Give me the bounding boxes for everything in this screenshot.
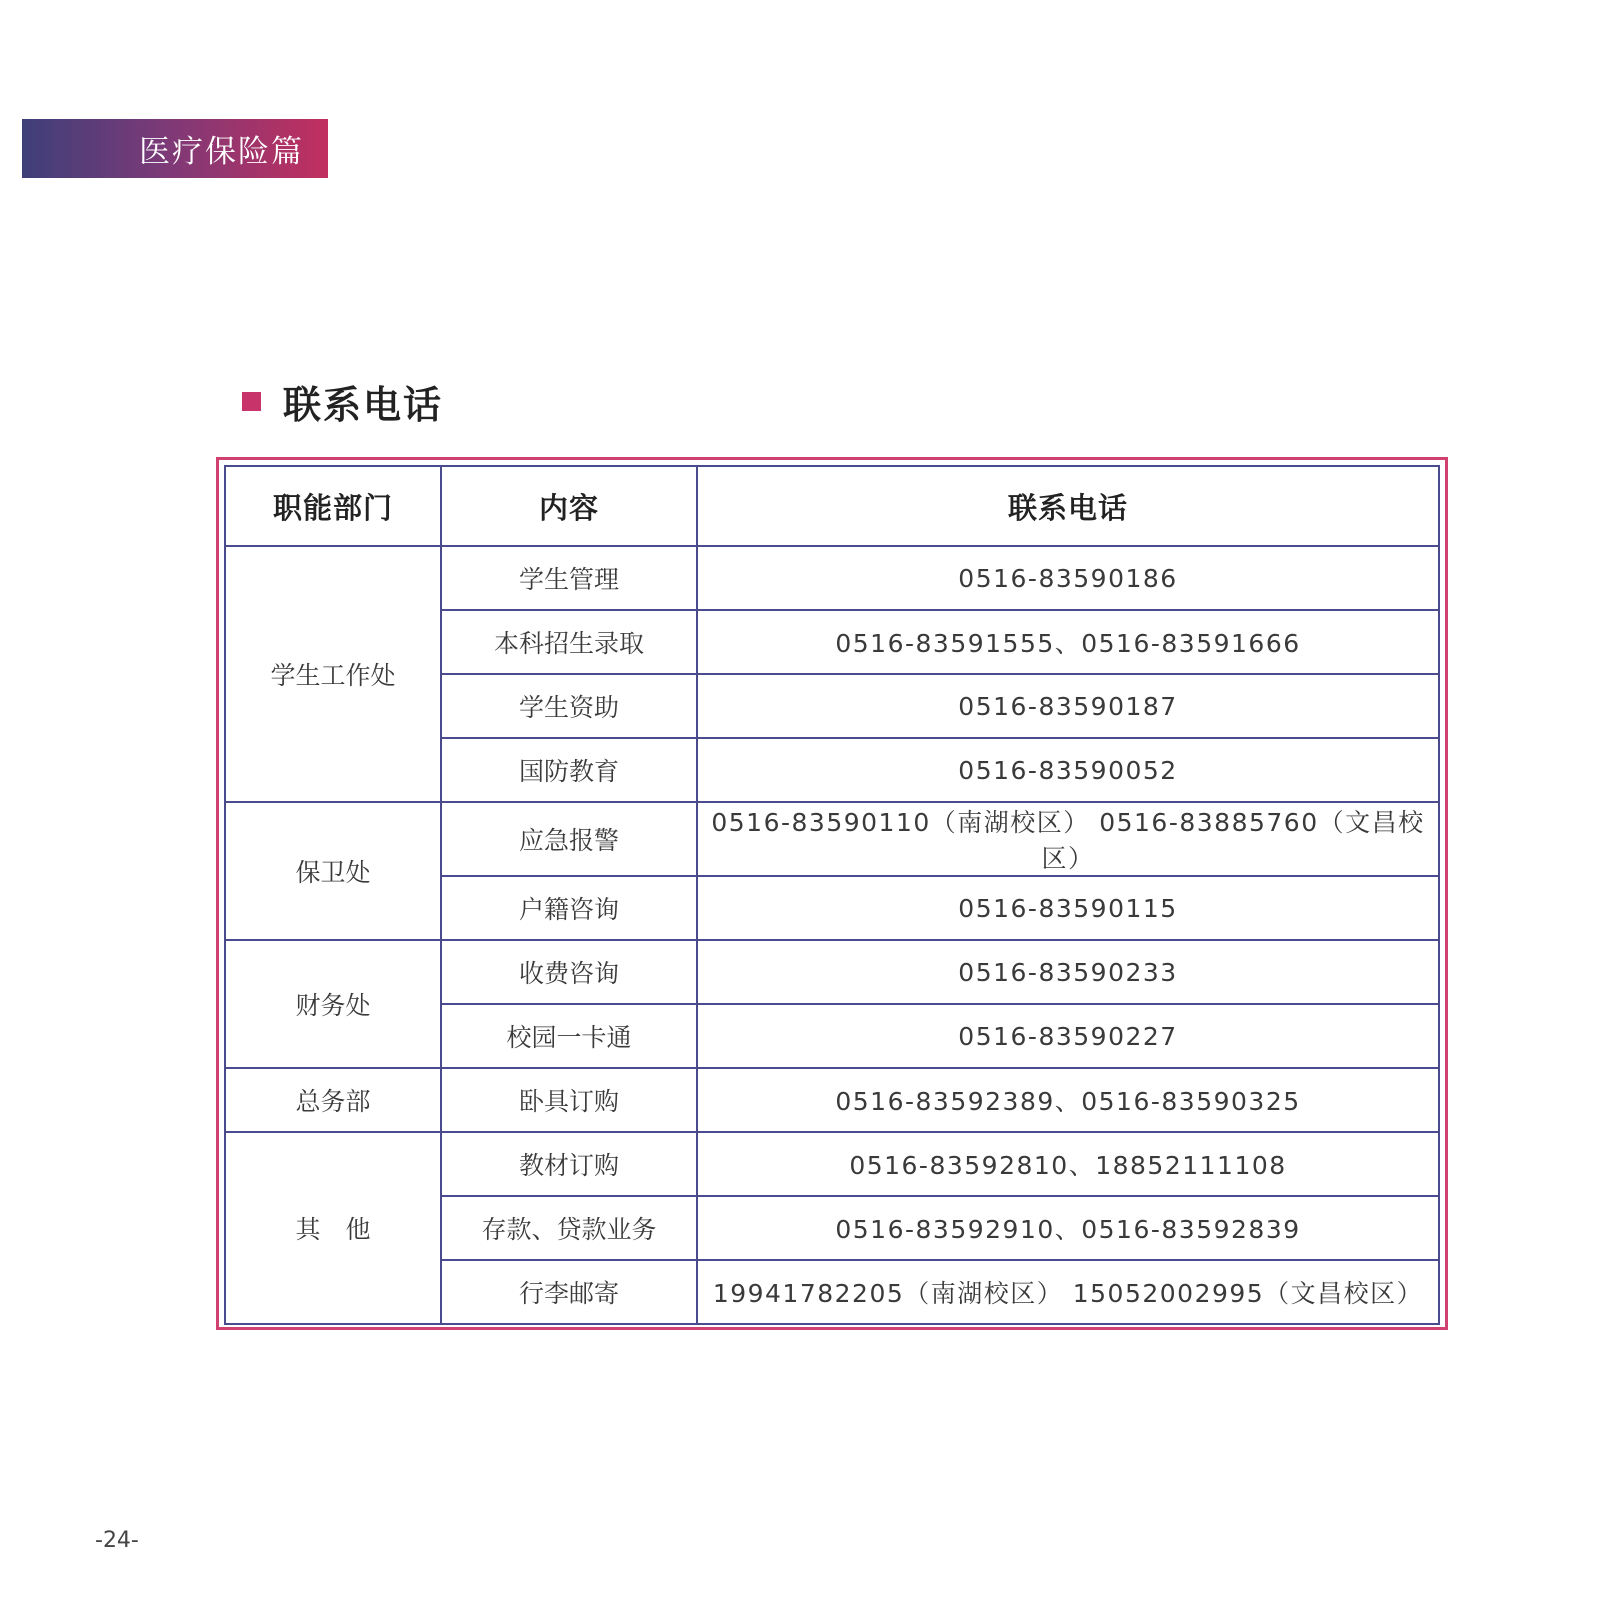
phone-cell: 0516-83592810、18852111108	[697, 1132, 1439, 1196]
table-header-row	[225, 466, 1439, 546]
content-cell: 国防教育	[441, 738, 697, 802]
content-cell: 卧具订购	[441, 1068, 697, 1132]
contacts-table-frame	[216, 457, 1448, 1330]
department-cell: 学生工作处	[225, 546, 441, 802]
content-cell: 户籍咨询	[441, 876, 697, 940]
phone-cell: 0516-83590110（南湖校区） 0516-83885760（文昌校区）	[697, 802, 1439, 876]
phone-cell: 0516-83590052	[697, 738, 1439, 802]
department-cell: 财务处	[225, 940, 441, 1068]
table-row	[225, 546, 1439, 610]
section-heading	[242, 374, 443, 429]
phone-cell: 0516-83592910、0516-83592839	[697, 1196, 1439, 1260]
table-row	[225, 802, 1439, 876]
page-number: -24-	[95, 1528, 139, 1553]
table-row	[225, 940, 1439, 1004]
contacts-table	[224, 465, 1440, 1325]
phone-cell: 0516-83591555、0516-83591666	[697, 610, 1439, 674]
table-row	[225, 1068, 1439, 1132]
header-phone: 联系电话	[697, 466, 1439, 546]
square-bullet-icon	[242, 392, 261, 411]
chapter-title: 医疗保险篇	[139, 134, 304, 170]
phone-cell: 0516-83592389、0516-83590325	[697, 1068, 1439, 1132]
content-cell: 学生资助	[441, 674, 697, 738]
content-cell: 行李邮寄	[441, 1260, 697, 1324]
header-department: 职能部门	[225, 466, 441, 546]
phone-cell: 0516-83590115	[697, 876, 1439, 940]
phone-cell: 0516-83590187	[697, 674, 1439, 738]
phone-cell: 19941782205（南湖校区） 15052002995（文昌校区）	[697, 1260, 1439, 1324]
content-cell: 存款、贷款业务	[441, 1196, 697, 1260]
content-cell: 教材订购	[441, 1132, 697, 1196]
phone-cell: 0516-83590186	[697, 546, 1439, 610]
department-cell: 总务部	[225, 1068, 441, 1132]
department-cell: 其 他	[225, 1132, 441, 1324]
header-content: 内容	[441, 466, 697, 546]
phone-cell: 0516-83590233	[697, 940, 1439, 1004]
phone-cell: 0516-83590227	[697, 1004, 1439, 1068]
content-cell: 本科招生录取	[441, 610, 697, 674]
content-cell: 收费咨询	[441, 940, 697, 1004]
department-cell: 保卫处	[225, 802, 441, 940]
section-title: 联系电话	[283, 383, 444, 427]
table-row	[225, 1132, 1439, 1196]
content-cell: 校园一卡通	[441, 1004, 697, 1068]
chapter-header-tab	[22, 119, 328, 178]
content-cell: 学生管理	[441, 546, 697, 610]
content-cell: 应急报警	[441, 802, 697, 876]
